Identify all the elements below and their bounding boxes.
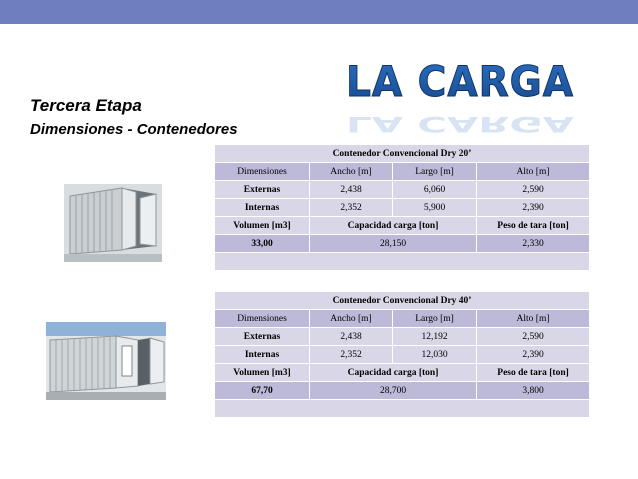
cell: 2,352 — [310, 346, 393, 364]
tare-value: 3,800 — [477, 382, 590, 400]
top-bar — [0, 0, 638, 24]
row-label: Internas — [215, 346, 310, 364]
cell: 6,060 — [393, 181, 477, 199]
summary-header: Peso de tara [ton] — [477, 217, 590, 235]
row-label: Externas — [215, 181, 310, 199]
cell: 2,390 — [477, 199, 590, 217]
summary-header: Volumen [m3] — [215, 364, 310, 382]
cell: 2,590 — [477, 181, 590, 199]
slide-subtitle: Dimensiones - Contenedores — [30, 121, 238, 138]
cell: 2,390 — [477, 346, 590, 364]
row-label: Externas — [215, 328, 310, 346]
summary-header: Volumen [m3] — [215, 217, 310, 235]
container-40-table — [214, 291, 590, 418]
summary-header: Capacidad carga [ton] — [310, 364, 477, 382]
container-20-table — [214, 144, 590, 271]
empty-row — [215, 253, 590, 271]
la-carga-logo — [340, 56, 580, 137]
summary-header: Capacidad carga [ton] — [310, 217, 477, 235]
cell: 12,192 — [393, 328, 477, 346]
cell: 2,438 — [310, 181, 393, 199]
col-header: Largo [m] — [393, 310, 477, 328]
table-title: Contenedor Convencional Dry 40’ — [215, 292, 590, 310]
cell: 2,590 — [477, 328, 590, 346]
row-label: Internas — [215, 199, 310, 217]
col-header: Ancho [m] — [310, 310, 393, 328]
container-20-photo — [64, 184, 162, 262]
container-40-photo — [46, 322, 166, 400]
cell: 12,030 — [393, 346, 477, 364]
col-header: Dimensiones — [215, 310, 310, 328]
col-header: Largo [m] — [393, 163, 477, 181]
cell: 5,900 — [393, 199, 477, 217]
col-header: Alto [m] — [477, 163, 590, 181]
capacity-value: 28,700 — [310, 382, 477, 400]
slide-title: Tercera Etapa — [30, 96, 142, 115]
summary-header: Peso de tara [ton] — [477, 364, 590, 382]
cell: 2,438 — [310, 328, 393, 346]
table-title: Contenedor Convencional Dry 20’ — [215, 145, 590, 163]
capacity-value: 28,150 — [310, 235, 477, 253]
col-header: Alto [m] — [477, 310, 590, 328]
col-header: Ancho [m] — [310, 163, 393, 181]
svg-text:LA CARGA: LA CARGA — [346, 57, 574, 106]
empty-row — [215, 400, 590, 418]
volume-value: 33,00 — [215, 235, 310, 253]
col-header: Dimensiones — [215, 163, 310, 181]
cell: 2,352 — [310, 199, 393, 217]
tare-value: 2,330 — [477, 235, 590, 253]
svg-text:LA CARGA: LA CARGA — [346, 111, 575, 137]
volume-value: 67,70 — [215, 382, 310, 400]
